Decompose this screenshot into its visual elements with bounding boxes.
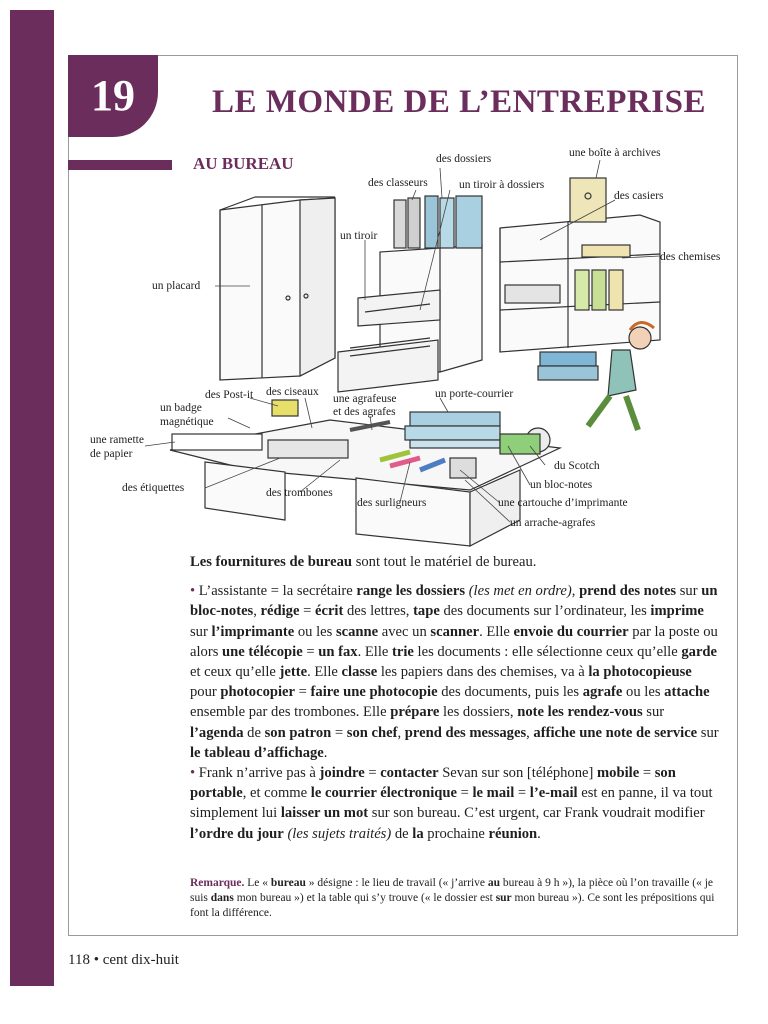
paragraph-2-content <box>190 765 713 842</box>
text-run: (les sujets traités) <box>287 825 392 842</box>
text-run: . <box>537 825 541 842</box>
text-run: une télécopie <box>222 643 303 660</box>
label-agrafeuse-line2: et des agrafes <box>333 406 396 418</box>
text-run: son patron <box>264 724 332 741</box>
text-run: prépare <box>390 704 440 721</box>
text-run: l’agenda <box>190 724 244 741</box>
text-run: Sevan sur son [téléphone] <box>438 765 598 782</box>
paragraph-assistante <box>190 581 720 763</box>
label-tiroir-dossiers: un tiroir à dossiers <box>459 179 545 191</box>
label-dossiers: des dossiers <box>436 153 492 165</box>
chapter-title: LE MONDE DE L’ENTREPRISE <box>212 84 706 120</box>
text-run: ensemble par des trombones. Elle <box>190 704 391 721</box>
text-run: sur <box>676 583 702 600</box>
label-badge-line1: un badge <box>160 402 202 414</box>
intro-bold: Les fournitures de bureau <box>190 554 353 570</box>
binders-drawing <box>394 196 482 248</box>
intro-rest: sont tout le matériel de bureau. <box>352 554 537 570</box>
text-run: (les met en ordre) <box>468 583 572 600</box>
text-run: range les dossiers <box>356 583 466 600</box>
text-run: . <box>323 744 328 761</box>
paragraph-1-content <box>190 583 719 761</box>
text-run: jette <box>279 664 308 681</box>
text-run: agrafe <box>582 684 623 701</box>
text-run: un fax <box>318 643 358 660</box>
archive-box-drawing <box>570 178 606 222</box>
text-run: classe <box>341 664 378 681</box>
text-run: = <box>302 643 319 660</box>
text-run: imprime <box>650 603 704 620</box>
text-run: affiche une note de service <box>533 724 698 741</box>
text-run: = <box>331 724 347 741</box>
text-run: l’e-mail <box>529 785 578 802</box>
text-run: réunion <box>488 825 538 842</box>
text-run: de <box>391 825 413 842</box>
text-run: prochaine <box>423 825 489 842</box>
text-run: bureau <box>270 877 306 889</box>
text-run: joindre <box>319 765 365 782</box>
text-run: = <box>514 785 530 802</box>
text-run: ou les <box>294 623 336 640</box>
text-run: des lettres, <box>343 603 414 620</box>
label-agrafeuse-line1: une agrafeuse <box>333 393 397 405</box>
text-run: laisser un mot <box>280 805 369 822</box>
text-run: scanner <box>430 623 480 640</box>
remark-heading: Remarque. <box>190 877 245 889</box>
label-tiroir: un tiroir <box>340 230 378 242</box>
text-run: mon bureau ») et la table qui s’y trouve (« le dossier est <box>233 892 496 904</box>
label-ramette-line1: une ramette <box>90 434 144 446</box>
label-porte-courrier: un porte-courrier <box>435 388 514 400</box>
text-run: attache <box>664 684 710 701</box>
text-run: = <box>456 785 473 802</box>
text-run: les documents : elle sélectionne ceux qu’elle <box>413 643 682 660</box>
paragraph-frank <box>190 763 720 844</box>
label-ramette-line2: de papier <box>90 448 133 460</box>
text-run: . Elle <box>307 664 342 681</box>
text-run: Le « <box>244 877 271 889</box>
text-run: mobile <box>597 765 640 782</box>
text-run: trie <box>392 643 414 660</box>
text-run: sur <box>190 623 212 640</box>
text-run: pour <box>190 684 221 701</box>
label-classeurs: des classeurs <box>368 177 428 189</box>
text-run: faire une photocopie <box>310 684 438 701</box>
text-run: sur <box>495 892 512 904</box>
text-run: rédige <box>260 603 300 620</box>
label-casiers: des casiers <box>614 190 664 202</box>
text-run: par la poste ou alors <box>190 623 718 660</box>
text-run: le courrier électronique <box>310 785 457 802</box>
text-run: photocopier <box>220 684 295 701</box>
text-run: les papiers dans des chemises, va à <box>377 664 589 681</box>
label-etiquettes: des étiquettes <box>122 482 185 494</box>
text-run: le mail <box>472 785 515 802</box>
text-run: ou les <box>622 684 665 701</box>
text-run: au <box>487 877 501 889</box>
cupboard-drawing <box>220 197 335 380</box>
text-run: sur <box>697 724 719 741</box>
text-run: sur <box>642 704 665 721</box>
text-run: les dossiers, <box>439 704 518 721</box>
bullet-icon: • <box>190 765 196 782</box>
text-run: Frank n’arrive pas à <box>198 765 320 782</box>
text-run: , <box>571 583 580 600</box>
page-number: 118 • cent dix-huit <box>68 952 179 968</box>
label-badge-line2: magnétique <box>160 416 214 428</box>
filing-cabinet-drawing <box>338 245 482 392</box>
text-run: de <box>243 724 265 741</box>
body-text <box>190 552 720 844</box>
text-run: son chef <box>346 724 398 741</box>
remark-content <box>190 877 715 919</box>
label-post-it: des Post-it <box>205 389 254 401</box>
label-trombones: des trombones <box>266 487 333 499</box>
text-run: mon bureau »). Ce sont les prépositions qui font la différence. <box>190 892 715 919</box>
text-run: = <box>299 603 315 620</box>
text-run: » désigne : le lieu de travail (« j’arrive <box>305 877 488 889</box>
text-run: l’ordre du jour <box>190 825 284 842</box>
text-run: son portable <box>190 765 676 802</box>
text-run: un bloc-notes <box>190 583 718 620</box>
text-run: = <box>295 684 311 701</box>
label-surligneurs: des surligneurs <box>357 497 427 509</box>
label-arrache-agrafes: un arrache-agrafes <box>510 517 596 529</box>
text-run: est en panne, il va tout simplement lui <box>190 785 713 822</box>
text-run: prend des messages <box>404 724 527 741</box>
text-run: la photocopieuse <box>588 664 692 681</box>
text-run: garde <box>681 643 718 660</box>
remark-note <box>190 876 720 921</box>
text-run: avec un <box>378 623 431 640</box>
text-run: bureau à 9 h »), la pièce où l’on travaille (« je suis <box>190 877 714 904</box>
text-run: le tableau d’affichage <box>190 744 324 761</box>
text-run: . Elle <box>479 623 514 640</box>
label-chemises: des chemises <box>660 251 721 263</box>
label-placard: un placard <box>152 280 201 292</box>
text-run: prend des notes <box>579 583 677 600</box>
text-run: , <box>397 724 405 741</box>
text-run: , et comme <box>242 785 311 802</box>
text-run: = <box>639 765 655 782</box>
text-run: envoie du courrier <box>513 623 629 640</box>
text-run: des documents, puis les <box>437 684 583 701</box>
label-boite-archives: une boîte à archives <box>569 147 661 159</box>
label-scotch: du Scotch <box>554 460 600 472</box>
chapter-number: 19 <box>68 55 158 137</box>
label-bloc-notes: un bloc-notes <box>530 479 593 491</box>
text-run: et ceux qu’elle <box>190 664 280 681</box>
text-run: = <box>364 765 381 782</box>
intro-paragraph <box>190 552 720 572</box>
text-run: , <box>253 603 261 620</box>
label-cartouche: une cartouche d’imprimante <box>498 497 628 509</box>
text-run: dans <box>210 892 234 904</box>
text-run: contacter <box>380 765 439 782</box>
text-run: tape <box>413 603 440 620</box>
text-run: , <box>526 724 534 741</box>
text-run: L’assistante = la secrétaire <box>198 583 357 600</box>
text-run: note les rendez-vous <box>517 704 643 721</box>
label-ciseaux: des ciseaux <box>266 386 319 398</box>
section-title: AU BUREAU <box>193 154 294 173</box>
text-run: l’imprimante <box>211 623 295 640</box>
text-run: . Elle <box>357 643 393 660</box>
text-run: scanne <box>335 623 379 640</box>
text-run: la <box>412 825 424 842</box>
text-run: sur son bureau. C’est urgent, car Frank voudrait modifier <box>368 805 705 822</box>
bullet-icon: • <box>190 583 196 600</box>
text-run: écrit <box>314 603 344 620</box>
text-run: des documents sur l’ordinateur, les <box>439 603 651 620</box>
